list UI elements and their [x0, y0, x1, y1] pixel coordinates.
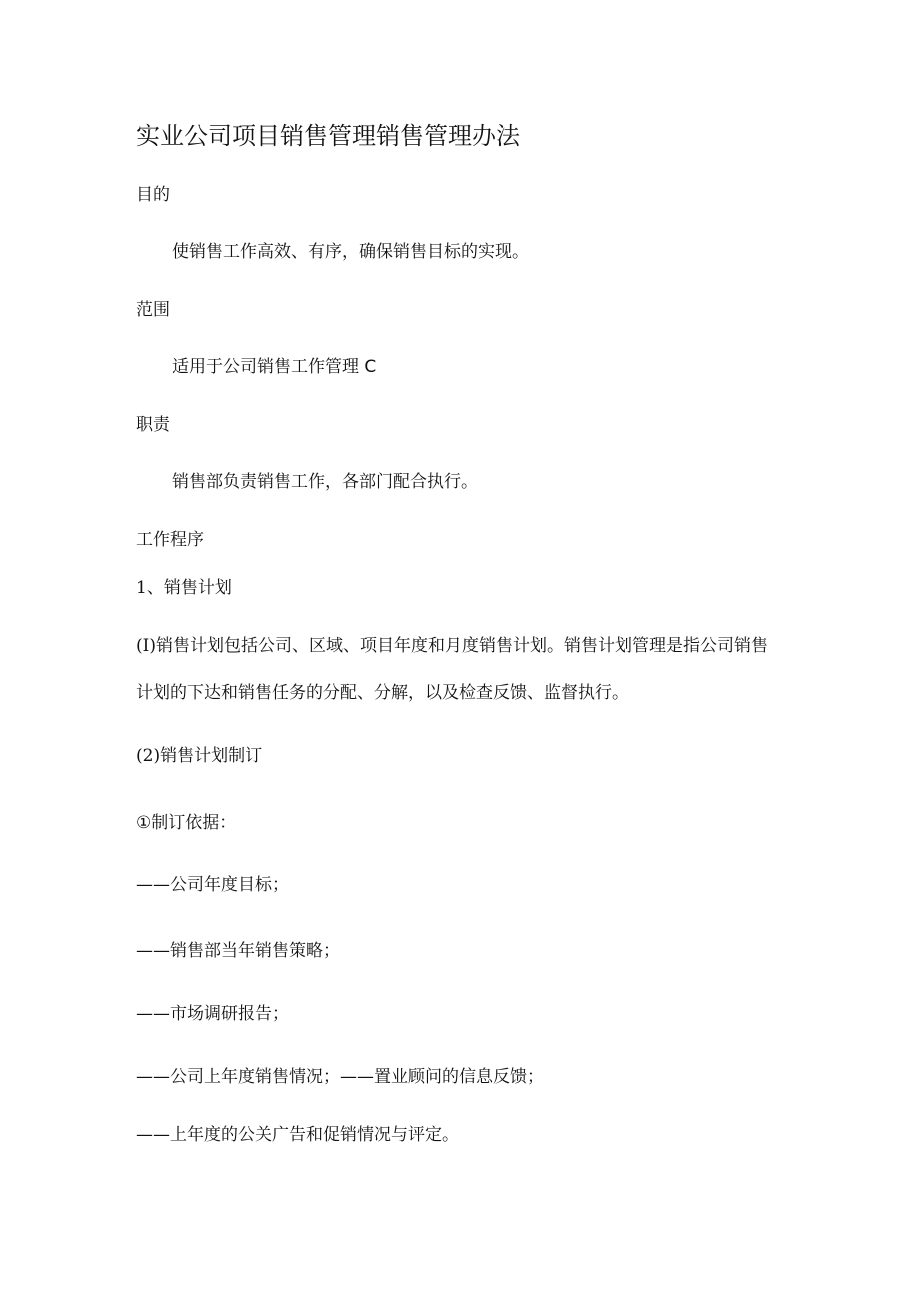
basis-list-item: ——销售部当年销售策略；	[136, 941, 340, 961]
paragraph-number: (I)	[136, 636, 156, 656]
list-item-sales-plan	[136, 576, 232, 600]
paragraph-text: 销售计划制订	[160, 746, 263, 766]
section-body-duties: 销售部负责销售工作，各部门配合执行。	[172, 472, 478, 492]
section-body-purpose: 使销售工作高效、有序，确保销售目标的实现。	[172, 242, 529, 262]
list-item-label: 销售计划	[163, 578, 232, 598]
paragraph-2	[136, 744, 262, 768]
section-heading-duties: 职责	[136, 415, 170, 435]
basis-list-item: ——上年度的公关广告和促销情况与评定。	[136, 1125, 459, 1145]
basis-list-item: ——公司上年度销售情况；——置业顾问的信息反馈；	[136, 1067, 544, 1087]
paragraph-number: (2)	[136, 746, 161, 766]
paragraph-1-line-2: 计划的下达和销售任务的分配、分解，以及检查反馈、监督执行。	[136, 683, 629, 703]
basis-list-item: ——市场调研报告；	[136, 1004, 289, 1024]
list-item-number: 1、	[136, 578, 164, 598]
section-body-scope: 适用于公司销售工作管理 C	[172, 357, 377, 377]
section-heading-procedure: 工作程序	[136, 530, 204, 550]
paragraph-1-line-1	[136, 634, 768, 658]
section-heading-scope: 范围	[136, 300, 170, 320]
document-title: 实业公司项目销售管理销售管理办法	[136, 122, 520, 150]
basis-list-item: ——公司年度目标；	[136, 875, 289, 895]
section-heading-purpose: 目的	[136, 185, 170, 205]
paragraph-text: 销售计划包括公司、区域、项目年度和月度销售计划。销售计划管理是指公司销售	[155, 636, 768, 656]
basis-heading: ①制订依据：	[136, 813, 237, 833]
